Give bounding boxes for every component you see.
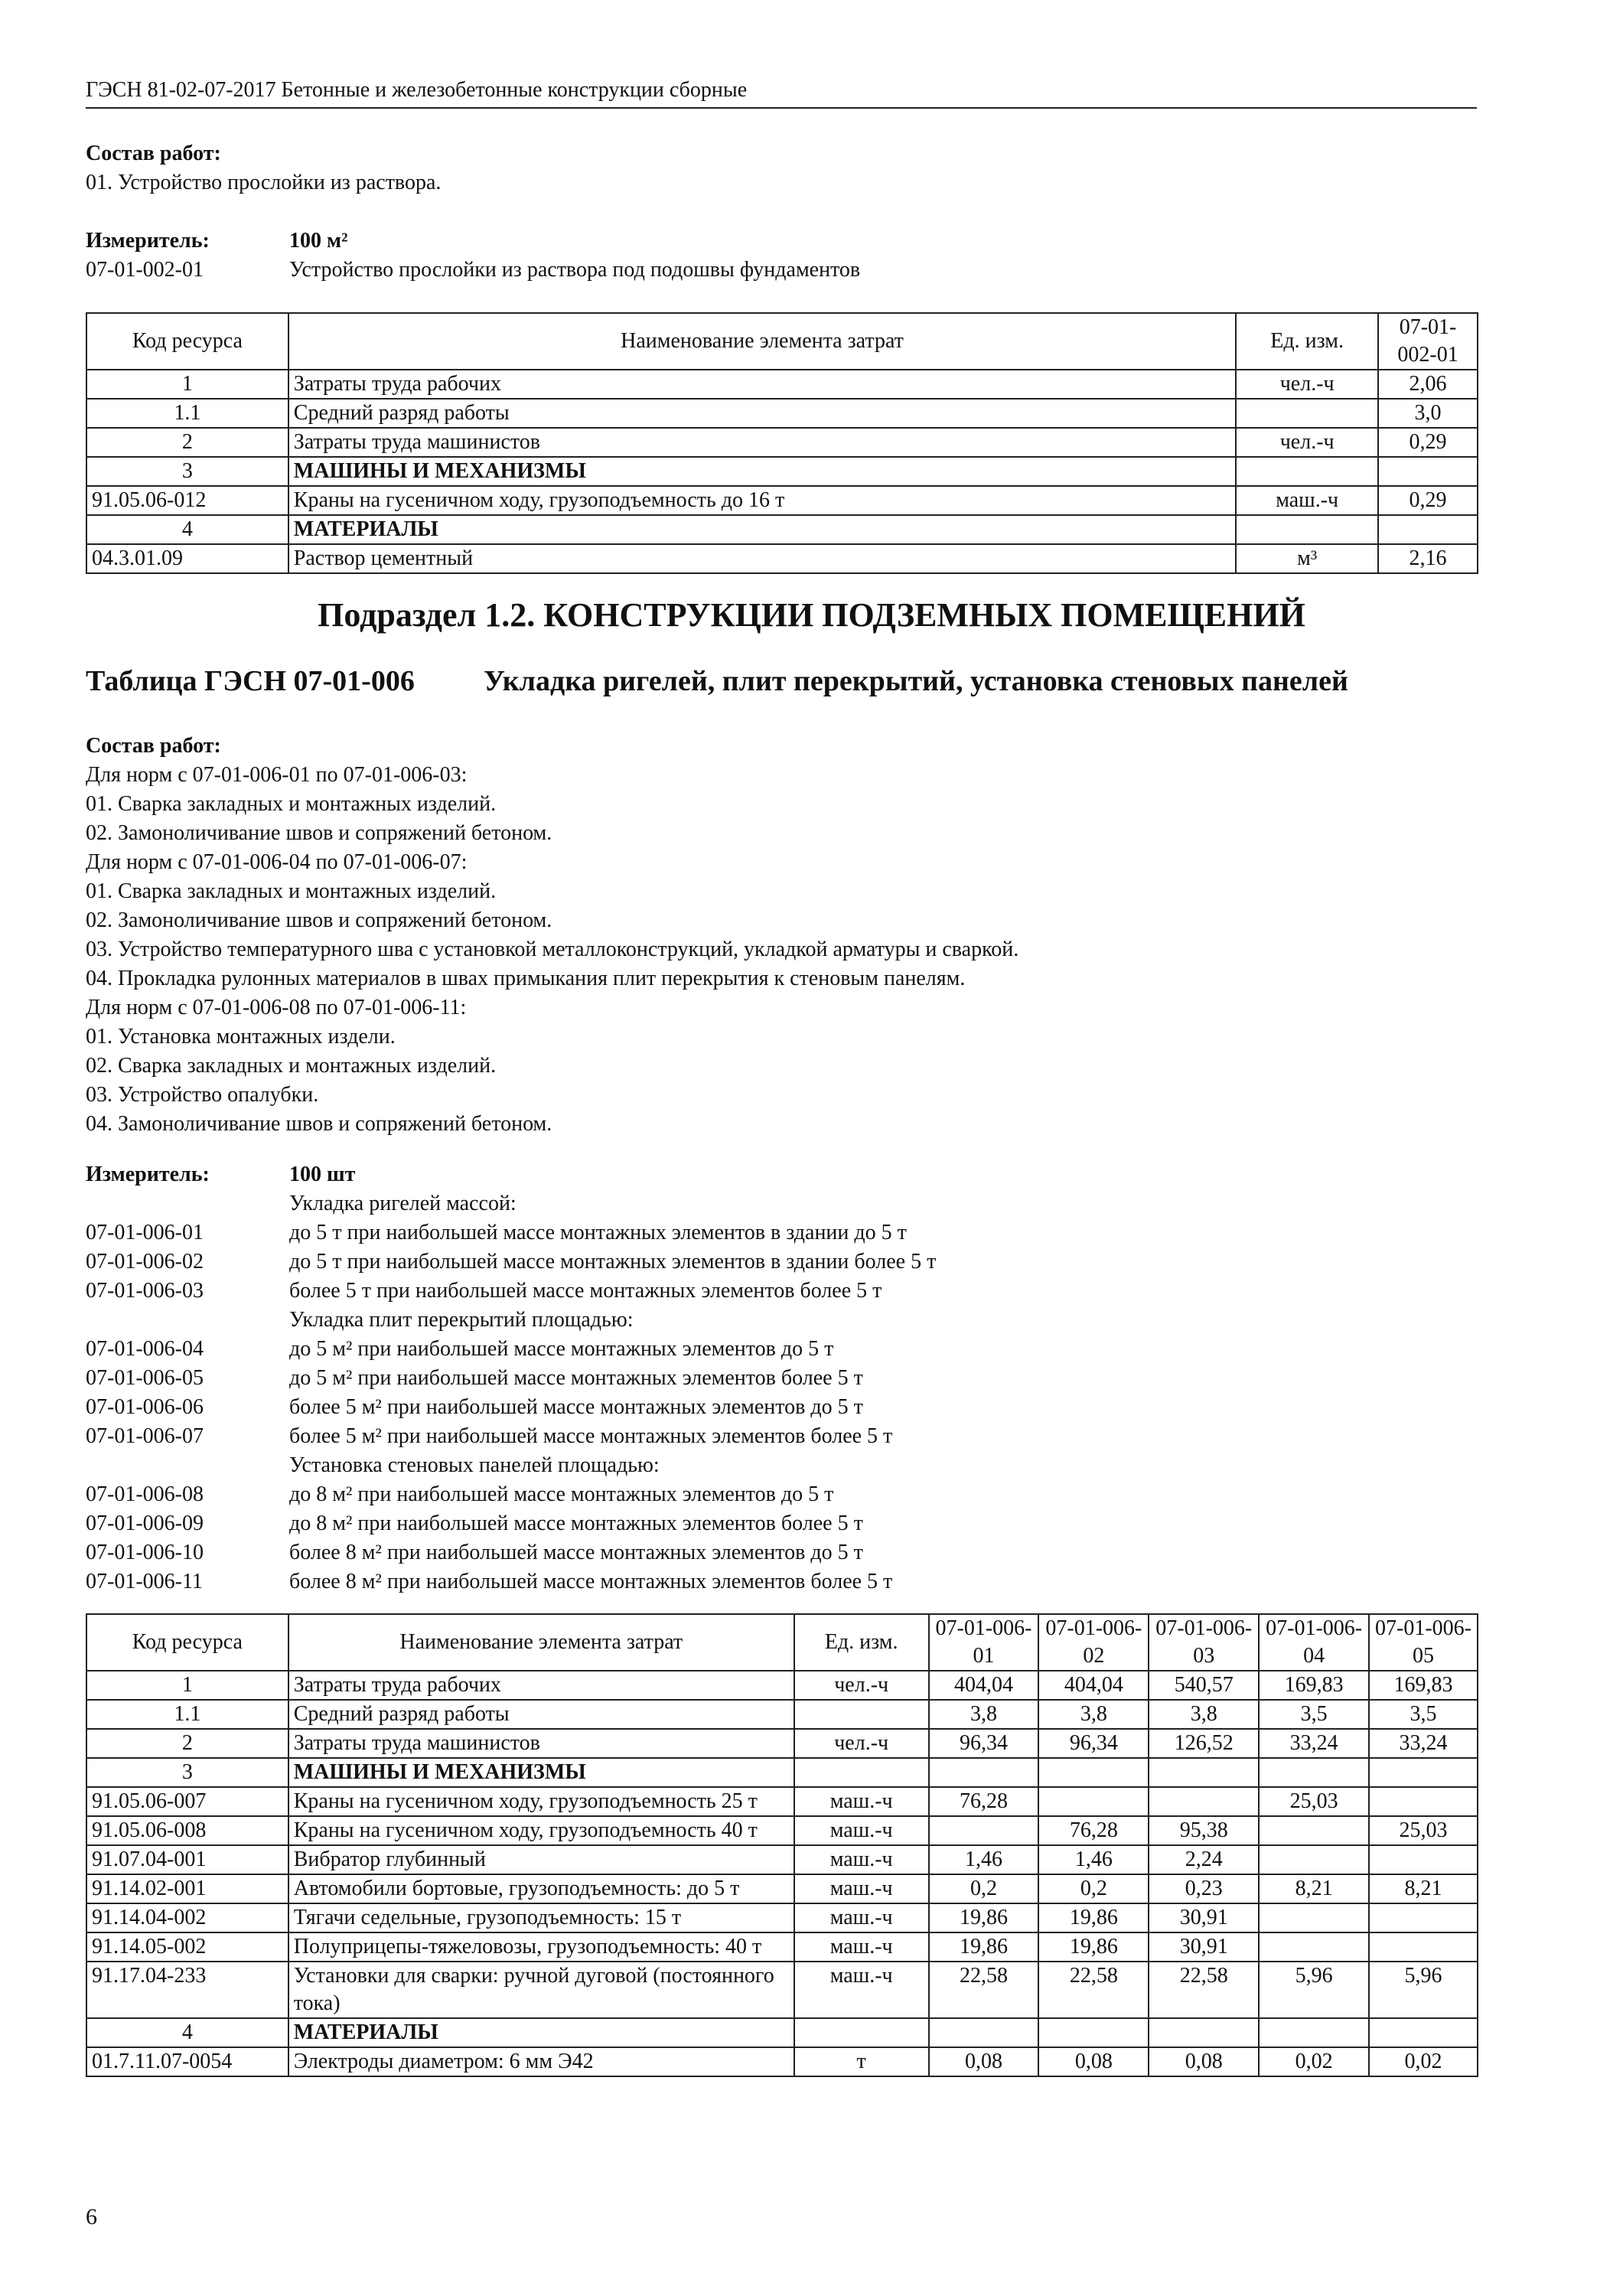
resource-code: 91.05.06-007 xyxy=(86,1787,288,1816)
norm-row xyxy=(86,1422,1494,1451)
table-row xyxy=(86,1787,1478,1816)
resource-code: 3 xyxy=(86,457,288,486)
norm-code: 07-01-006-05 xyxy=(86,1366,204,1390)
resource-name: Электроды диаметром: 6 мм Э42 xyxy=(288,2047,794,2076)
col-header: Наименование элемента затрат xyxy=(288,1614,794,1671)
resource-name: Средний разряд работы xyxy=(288,399,1236,428)
col-header: 07-01-006-03 xyxy=(1149,1614,1259,1671)
sostav-line: 02. Сварка закладных и монтажных изделий. xyxy=(86,1054,497,1078)
sostav-label: Состав работ: xyxy=(86,734,221,758)
resource-code: 91.17.04-233 xyxy=(86,1962,288,2018)
sostav-label: Состав работ: xyxy=(86,142,221,165)
izmeritel-value: 100 шт xyxy=(289,1163,356,1186)
izmeritel-label: Измеритель: xyxy=(86,1163,210,1186)
resource-value: 2,24 xyxy=(1149,1845,1259,1874)
norm-row xyxy=(86,1364,1494,1393)
resource-name: Вибратор глубинный xyxy=(288,1845,794,1874)
resource-code: 01.7.11.07-0054 xyxy=(86,2047,288,2076)
work-composition-1 xyxy=(86,139,1494,197)
resource-value: 0,02 xyxy=(1259,2047,1369,2076)
col-header: Наименование элемента затрат xyxy=(288,313,1236,370)
norm-code: 07-01-002-01 xyxy=(86,258,204,282)
sostav-line: 01. Установка монтажных издели. xyxy=(86,1025,396,1049)
resource-value: 1,46 xyxy=(1038,1845,1149,1874)
table-row xyxy=(86,1700,1478,1729)
resource-value xyxy=(1378,457,1478,486)
resource-value: 169,83 xyxy=(1259,1671,1369,1700)
resource-name: МАШИНЫ И МЕХАНИЗМЫ xyxy=(288,1758,794,1787)
izmeritel-label: Измеритель: xyxy=(86,229,210,253)
resource-value: 3,5 xyxy=(1369,1700,1478,1729)
resource-unit: чел.-ч xyxy=(1236,370,1378,399)
sostav-line: Для норм с 07-01-006-08 по 07-01-006-11: xyxy=(86,996,467,1019)
resource-unit: маш.-ч xyxy=(794,1816,929,1845)
resource-value: 30,91 xyxy=(1149,1903,1259,1932)
resource-name: Затраты труда машинистов xyxy=(288,1729,794,1758)
resource-value: 95,38 xyxy=(1149,1816,1259,1845)
resource-value: 0,23 xyxy=(1149,1874,1259,1903)
sostav-line: 02. Замоноличивание швов и сопряжений бетоном. xyxy=(86,821,552,845)
table-row xyxy=(86,2018,1478,2047)
table-row xyxy=(86,1816,1478,1845)
resource-value: 8,21 xyxy=(1369,1874,1478,1903)
resource-value: 3,8 xyxy=(1038,1700,1149,1729)
resource-value: 96,34 xyxy=(1038,1729,1149,1758)
measure-block-2 xyxy=(86,1160,1494,1596)
norm-row xyxy=(86,1567,1494,1596)
table-row xyxy=(86,1903,1478,1932)
col-header: 07-01-006-01 xyxy=(929,1614,1039,1671)
resource-name: МАШИНЫ И МЕХАНИЗМЫ xyxy=(288,457,1236,486)
norm-text: более 8 м² при наибольшей массе монтажных элементов до 5 т xyxy=(289,1541,863,1564)
subsection-title: Подраздел 1.2. КОНСТРУКЦИИ ПОДЗЕМНЫХ ПОМЕЩЕНИЙ xyxy=(318,596,1305,634)
sostav-line: 03. Устройство опалубки. xyxy=(86,1083,319,1107)
resource-value: 0,02 xyxy=(1369,2047,1478,2076)
table-row xyxy=(86,1932,1478,1962)
resource-name: МАТЕРИАЛЫ xyxy=(288,2018,794,2047)
norm-code: 07-01-006-09 xyxy=(86,1512,204,1535)
resource-value: 404,04 xyxy=(1038,1671,1149,1700)
resource-value xyxy=(1369,1787,1478,1816)
resource-code: 91.14.05-002 xyxy=(86,1932,288,1962)
norm-text: более 5 м² при наибольшей массе монтажных элементов до 5 т xyxy=(289,1395,863,1419)
resource-value: 25,03 xyxy=(1369,1816,1478,1845)
resource-value xyxy=(1369,2018,1478,2047)
resource-code: 4 xyxy=(86,515,288,544)
resource-value: 5,96 xyxy=(1369,1962,1478,2018)
table-row xyxy=(86,1729,1478,1758)
resource-value: 169,83 xyxy=(1369,1671,1478,1700)
norm-row xyxy=(86,1189,1494,1218)
resource-name: Раствор цементный xyxy=(288,544,1236,573)
resource-value: 33,24 xyxy=(1369,1729,1478,1758)
norm-code: 07-01-006-10 xyxy=(86,1541,204,1564)
resource-value xyxy=(1369,1903,1478,1932)
table-row xyxy=(86,1671,1478,1700)
norm-row xyxy=(86,1393,1494,1422)
izmeritel-value: 100 м² xyxy=(289,229,348,253)
norm-code xyxy=(86,1306,289,1335)
resource-name: Краны на гусеничном ходу, грузоподъемность 25 т xyxy=(288,1787,794,1816)
resource-value: 5,96 xyxy=(1259,1962,1369,2018)
resource-code: 2 xyxy=(86,428,288,457)
resource-code: 1 xyxy=(86,1671,288,1700)
resource-code: 91.07.04-001 xyxy=(86,1845,288,1874)
col-header: Код ресурса xyxy=(86,1614,288,1671)
norm-code: 07-01-006-11 xyxy=(86,1570,203,1593)
norm-row xyxy=(86,1451,1494,1480)
resource-code: 1.1 xyxy=(86,1700,288,1729)
resource-name: Затраты труда машинистов xyxy=(288,428,1236,457)
resource-unit: маш.-ч xyxy=(794,1787,929,1816)
resource-value xyxy=(1038,2018,1149,2047)
table-row xyxy=(86,515,1478,544)
resource-unit xyxy=(1236,457,1378,486)
resource-unit: маш.-ч xyxy=(1236,486,1378,515)
norm-row xyxy=(86,1335,1494,1364)
norm-text: до 5 т при наибольшей массе монтажных элементов в здании более 5 т xyxy=(289,1250,937,1274)
resource-unit xyxy=(1236,399,1378,428)
resource-value: 19,86 xyxy=(1038,1903,1149,1932)
sostav-item: 01. Устройство прослойки из раствора. xyxy=(86,171,442,194)
norm-code: 07-01-006-06 xyxy=(86,1395,204,1419)
resource-name: Автомобили бортовые, грузоподъемность: до 5 т xyxy=(288,1874,794,1903)
resource-value: 0,08 xyxy=(1149,2047,1259,2076)
resource-unit: чел.-ч xyxy=(794,1729,929,1758)
resource-value: 1,46 xyxy=(929,1845,1039,1874)
table-row xyxy=(86,1874,1478,1903)
resource-name: МАТЕРИАЛЫ xyxy=(288,515,1236,544)
resource-value: 2,16 xyxy=(1378,544,1478,573)
norm-code: 07-01-006-02 xyxy=(86,1250,204,1274)
resource-code: 2 xyxy=(86,1729,288,1758)
resource-name: Краны на гусеничном ходу, грузоподъемность 40 т xyxy=(288,1816,794,1845)
resource-code: 91.14.04-002 xyxy=(86,1903,288,1932)
table-row xyxy=(86,370,1478,399)
resource-unit: маш.-ч xyxy=(794,1932,929,1962)
resource-value xyxy=(1369,1845,1478,1874)
resource-value: 3,0 xyxy=(1378,399,1478,428)
resource-value: 0,29 xyxy=(1378,486,1478,515)
norm-row xyxy=(86,1480,1494,1509)
norm-text: до 8 м² при наибольшей массе монтажных элементов до 5 т xyxy=(289,1482,834,1506)
resource-table-1 xyxy=(86,312,1478,574)
resource-value xyxy=(1038,1758,1149,1787)
resource-value: 33,24 xyxy=(1259,1729,1369,1758)
resource-name: Средний разряд работы xyxy=(288,1700,794,1729)
norm-code xyxy=(86,1189,289,1218)
resource-value: 22,58 xyxy=(1149,1962,1259,2018)
resource-name: Затраты труда рабочих xyxy=(288,370,1236,399)
resource-value: 3,5 xyxy=(1259,1700,1369,1729)
resource-value xyxy=(1259,1903,1369,1932)
resource-code: 91.05.06-012 xyxy=(86,486,288,515)
table-row xyxy=(86,1758,1478,1787)
resource-value xyxy=(1038,1787,1149,1816)
resource-value xyxy=(1259,1758,1369,1787)
resource-value: 22,58 xyxy=(929,1962,1039,2018)
norm-text: до 5 м² при наибольшей массе монтажных элементов более 5 т xyxy=(289,1366,863,1390)
resource-unit xyxy=(794,1758,929,1787)
resource-value xyxy=(1259,2018,1369,2047)
resource-value xyxy=(1259,1932,1369,1962)
resource-value: 8,21 xyxy=(1259,1874,1369,1903)
resource-unit: чел.-ч xyxy=(1236,428,1378,457)
table-title-code: Таблица ГЭСН 07-01-006 xyxy=(86,665,415,697)
resource-name: Полуприцепы-тяжеловозы, грузоподъемность: 40 т xyxy=(288,1932,794,1962)
resource-value: 2,06 xyxy=(1378,370,1478,399)
resource-unit: маш.-ч xyxy=(794,1845,929,1874)
resource-unit: маш.-ч xyxy=(794,1903,929,1932)
resource-value xyxy=(929,2018,1039,2047)
sostav-line: 04. Замоноличивание швов и сопряжений бетоном. xyxy=(86,1112,552,1136)
sostav-line: 02. Замоноличивание швов и сопряжений бетоном. xyxy=(86,908,552,932)
norm-text: до 5 т при наибольшей массе монтажных элементов в здании до 5 т xyxy=(289,1221,907,1244)
table-row xyxy=(86,428,1478,457)
resource-value: 19,86 xyxy=(1038,1932,1149,1962)
col-header: 07-01-006-04 xyxy=(1259,1614,1369,1671)
resource-code: 1 xyxy=(86,370,288,399)
sostav-line: 04. Прокладка рулонных материалов в швах примыкания плит перекрытия к стеновым панелям. xyxy=(86,967,966,990)
norm-text: более 8 м² при наибольшей массе монтажных элементов более 5 т xyxy=(289,1570,893,1593)
resource-name: Затраты труда рабочих xyxy=(288,1671,794,1700)
col-header: Код ресурса xyxy=(86,313,288,370)
sostav-line: Для норм с 07-01-006-01 по 07-01-006-03: xyxy=(86,763,468,787)
resource-value: 0,2 xyxy=(1038,1874,1149,1903)
table-row xyxy=(86,544,1478,573)
resource-code: 91.05.06-008 xyxy=(86,1816,288,1845)
resource-value xyxy=(1149,1787,1259,1816)
col-header: Ед. изм. xyxy=(794,1614,929,1671)
norm-row xyxy=(86,1306,1494,1335)
table-title xyxy=(86,664,1348,698)
table-row xyxy=(86,2047,1478,2076)
norm-code: 07-01-006-03 xyxy=(86,1279,204,1303)
resource-unit: т xyxy=(794,2047,929,2076)
resource-value: 0,08 xyxy=(1038,2047,1149,2076)
table-row xyxy=(86,1962,1478,2018)
norm-text: более 5 т при наибольшей массе монтажных элементов более 5 т xyxy=(289,1279,882,1303)
table-title-name: Укладка ригелей, плит перекрытий, установка стеновых панелей xyxy=(484,665,1348,697)
table-row xyxy=(86,399,1478,428)
resource-value: 19,86 xyxy=(929,1903,1039,1932)
running-header: ГЭСН 81-02-07-2017 Бетонные и железобетонные конструкции сборные xyxy=(86,75,1477,109)
resource-value: 0,29 xyxy=(1378,428,1478,457)
resource-unit xyxy=(1236,515,1378,544)
resource-value xyxy=(1149,2018,1259,2047)
resource-code: 04.3.01.09 xyxy=(86,544,288,573)
resource-code: 91.14.02-001 xyxy=(86,1874,288,1903)
norm-text: Установка стеновых панелей площадью: xyxy=(289,1453,660,1477)
resource-unit xyxy=(794,2018,929,2047)
resource-value xyxy=(929,1816,1039,1845)
col-header: 07-01-002-01 xyxy=(1378,313,1478,370)
col-header: 07-01-006-02 xyxy=(1038,1614,1149,1671)
resource-unit: маш.-ч xyxy=(794,1874,929,1903)
norm-code: 07-01-006-04 xyxy=(86,1337,204,1361)
col-header: Ед. изм. xyxy=(1236,313,1378,370)
resource-value: 126,52 xyxy=(1149,1729,1259,1758)
resource-unit xyxy=(794,1700,929,1729)
resource-unit: м³ xyxy=(1236,544,1378,573)
sostav-line: 01. Сварка закладных и монтажных изделий. xyxy=(86,879,497,903)
measure-block-1 xyxy=(86,227,1494,285)
resource-value xyxy=(1369,1758,1478,1787)
norm-row xyxy=(86,1509,1494,1538)
norm-text: до 8 м² при наибольшей массе монтажных элементов более 5 т xyxy=(289,1512,863,1535)
norm-text: до 5 м² при наибольшей массе монтажных элементов до 5 т xyxy=(289,1337,834,1361)
norm-row xyxy=(86,1247,1494,1277)
resource-value: 30,91 xyxy=(1149,1932,1259,1962)
sostav-line: 01. Сварка закладных и монтажных изделий. xyxy=(86,792,497,816)
norm-code: 07-01-006-01 xyxy=(86,1221,204,1244)
resource-value: 96,34 xyxy=(929,1729,1039,1758)
resource-code: 4 xyxy=(86,2018,288,2047)
resource-value: 0,2 xyxy=(929,1874,1039,1903)
resource-value: 22,58 xyxy=(1038,1962,1149,2018)
norm-row xyxy=(86,1218,1494,1247)
resource-value: 3,8 xyxy=(1149,1700,1259,1729)
resource-value xyxy=(929,1758,1039,1787)
norm-text: Укладка плит перекрытий площадью: xyxy=(289,1308,634,1332)
resource-value xyxy=(1378,515,1478,544)
resource-name: Установки для сварки: ручной дуговой (постоянного тока) xyxy=(288,1962,794,2018)
sostav-line: Для норм с 07-01-006-04 по 07-01-006-07: xyxy=(86,850,468,874)
sostav-line: 03. Устройство температурного шва с установкой металлоконструкций, укладкой арматуры и сваркой. xyxy=(86,938,1019,961)
resource-unit: маш.-ч xyxy=(794,1962,929,2018)
work-composition-2 xyxy=(86,732,1494,1139)
resource-unit: чел.-ч xyxy=(794,1671,929,1700)
resource-value: 76,28 xyxy=(929,1787,1039,1816)
norm-code: 07-01-006-07 xyxy=(86,1424,204,1448)
resource-name: Тягачи седельные, грузоподъемность: 15 т xyxy=(288,1903,794,1932)
resource-value xyxy=(1259,1845,1369,1874)
col-header: 07-01-006-05 xyxy=(1369,1614,1478,1671)
resource-code: 3 xyxy=(86,1758,288,1787)
table-row xyxy=(86,457,1478,486)
norm-text: Укладка ригелей массой: xyxy=(289,1192,517,1215)
norm-text: более 5 м² при наибольшей массе монтажных элементов более 5 т xyxy=(289,1424,893,1448)
resource-name: Краны на гусеничном ходу, грузоподъемность до 16 т xyxy=(288,486,1236,515)
resource-value: 76,28 xyxy=(1038,1816,1149,1845)
resource-value: 25,03 xyxy=(1259,1787,1369,1816)
page-number: 6 xyxy=(86,2204,97,2229)
resource-value xyxy=(1259,1816,1369,1845)
norm-code: 07-01-006-08 xyxy=(86,1482,204,1506)
table-row xyxy=(86,486,1478,515)
norm-text: Устройство прослойки из раствора под подошвы фундаментов xyxy=(289,258,861,282)
resource-value: 0,08 xyxy=(929,2047,1039,2076)
resource-code: 1.1 xyxy=(86,399,288,428)
resource-value: 540,57 xyxy=(1149,1671,1259,1700)
norm-row xyxy=(86,1277,1494,1306)
table-row xyxy=(86,1845,1478,1874)
resource-value: 404,04 xyxy=(929,1671,1039,1700)
norm-row xyxy=(86,1538,1494,1567)
resource-table-2 xyxy=(86,1613,1478,2077)
resource-value: 19,86 xyxy=(929,1932,1039,1962)
resource-value: 3,8 xyxy=(929,1700,1039,1729)
resource-value xyxy=(1149,1758,1259,1787)
resource-value xyxy=(1369,1932,1478,1962)
norm-code xyxy=(86,1451,289,1480)
